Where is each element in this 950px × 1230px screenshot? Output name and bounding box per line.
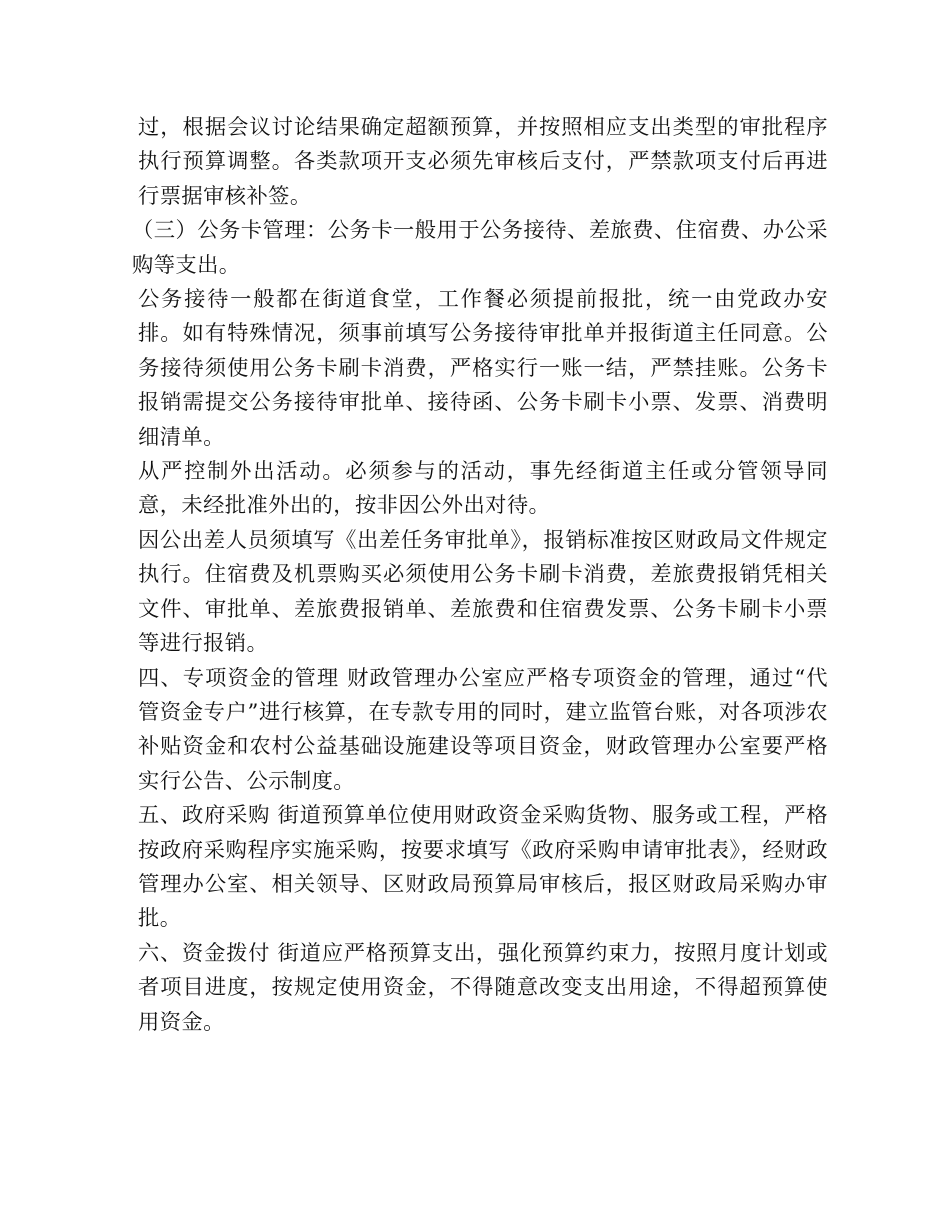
paragraph-business-travel: 因公出差人员须填写《出差任务审批单》，报销标准按区财政局文件规定执行。住宿费及机票购买必须使用公务卡刷卡消费，差旅费报销凭相关文件、审批单、差旅费报销单、差旅费和住宿费发票、公务卡刷卡小票等进行报销。 (138, 527, 828, 657)
paragraph-fund-allocation: 六、资金拨付 街道应严格预算支出，强化预算约束力，按照月度计划或者项目进度，按规定使用资金，不得随意改变支出用途，不得超预算使用资金。 (138, 940, 828, 1035)
document-body (132, 111, 828, 1040)
paragraph-official-reception: 公务接待一般都在街道食堂，工作餐必须提前报批，统一由党政办安排。如有特殊情况，须事前填写公务接待审批单并报街道主任同意。公务接待须使用公务卡刷卡消费，严格实行一账一结，严禁挂账。公务卡报销需提交公务接待审批单、接待函、公务卡刷卡小票、发票、消费明细清单。 (138, 287, 828, 450)
paragraph-outing-control: 从严控制外出活动。必须参与的活动，事先经街道主任或分管领导同意，未经批准外出的，按非因公外出对待。 (138, 459, 828, 519)
paragraph-official-card-heading: （三）公务卡管理：公务卡一般用于公务接待、差旅费、住宿费、办公采购等支出。 (132, 218, 828, 278)
paragraph-budget-adjustment: 过，根据会议讨论结果确定超额预算，并按照相应支出类型的审批程序执行预算调整。各类款项开支必须先审核后支付，严禁款项支付后再进行票据审核补签。 (138, 115, 828, 209)
paragraph-special-funds: 四、专项资金的管理 财政管理办公室应严格专项资金的管理，通过“代管资金专户”进行核算，在专款专用的同时，建立监管台账，对各项涉农补贴资金和农村公益基础设施建设等项目资金，财政管理办公室要严格实行公告、公示制度。 (138, 665, 828, 794)
paragraph-government-procurement: 五、政府采购 街道预算单位使用财政资金采购货物、服务或工程，严格按政府采购程序实施采购，按要求填写《政府采购申请审批表》，经财政管理办公室、相关领导、区财政局预算局审核后，报区财政局采购办审批。 (138, 803, 828, 932)
